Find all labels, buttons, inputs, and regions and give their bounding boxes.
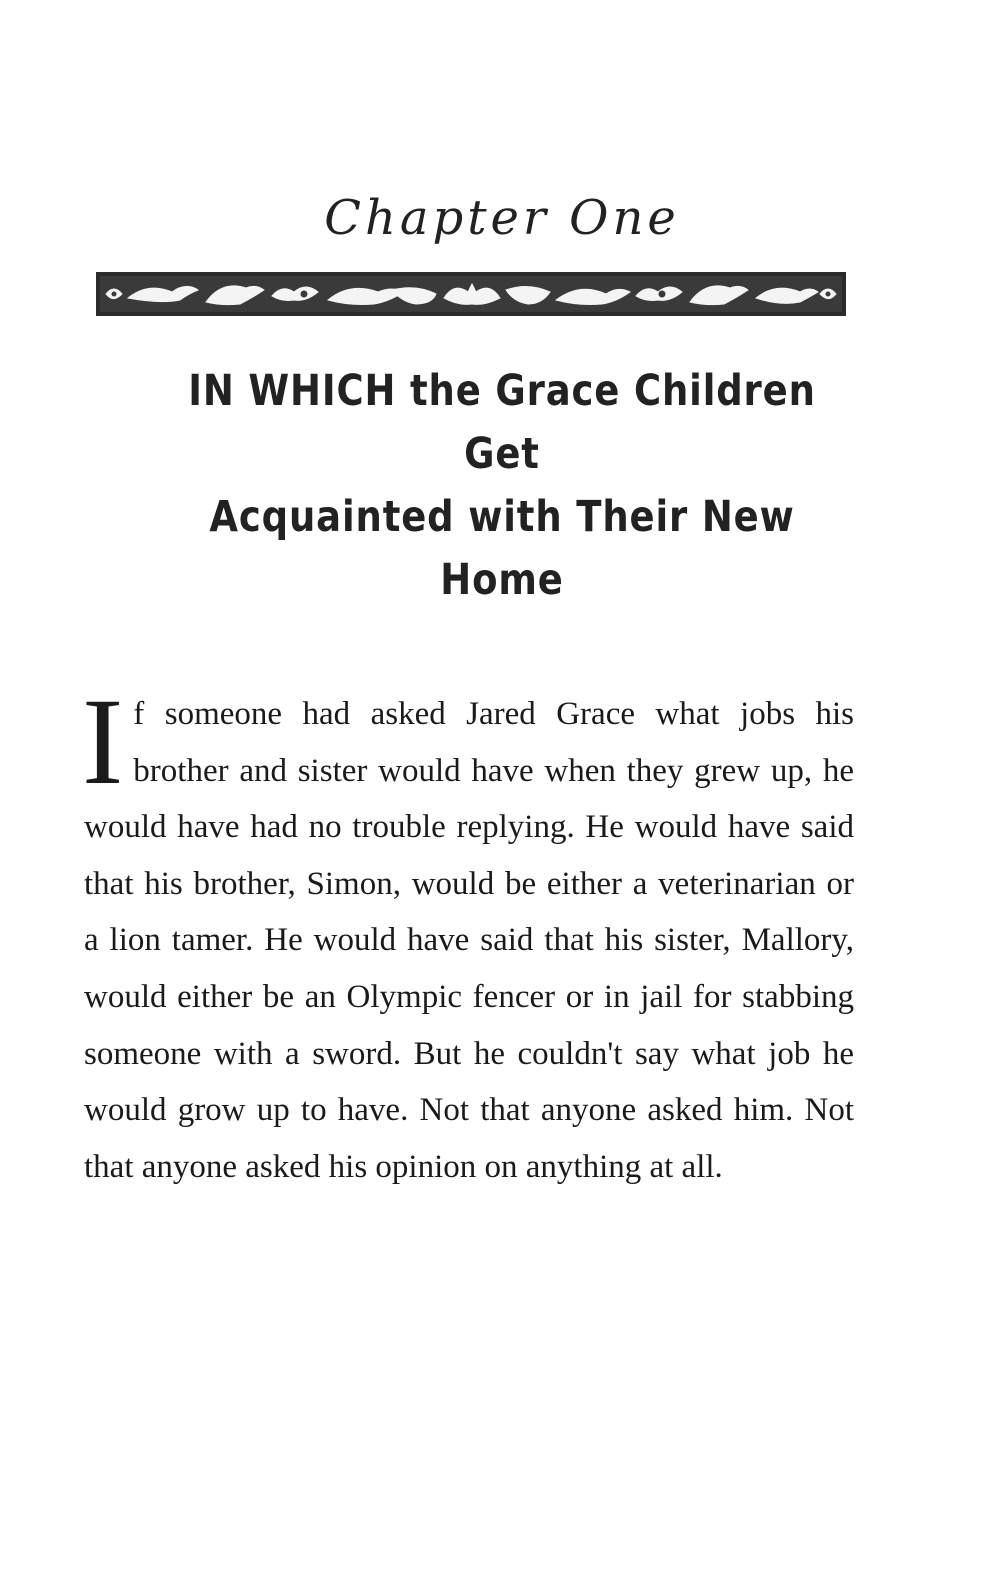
chapter-title-line-2: Acquainted with Their New Home — [209, 492, 795, 605]
chapter-title — [156, 360, 847, 612]
drop-cap: I — [82, 673, 124, 810]
decorative-border-icon — [96, 272, 846, 316]
body-paragraph — [82, 673, 854, 1195]
paragraph-text: f someone had asked Jared Grace what jobs his brother and sister would have when they grew up, he would have had no trouble replying. He would have said that his brother, Simon, would be either a veterinarian or a lion tamer. He would have said that his sister, Mallory, would either be an Olympic fencer or in jail for stabbing someone with a sword. But he couldn't say what job he would grow up to have. Not that anyone asked him. Not that anyone asked his opinion on anything at all. — [84, 696, 854, 1185]
chapter-title-line-1: IN WHICH the Grace Children Get — [188, 366, 816, 479]
chapter-label: Chapter One — [324, 190, 680, 246]
